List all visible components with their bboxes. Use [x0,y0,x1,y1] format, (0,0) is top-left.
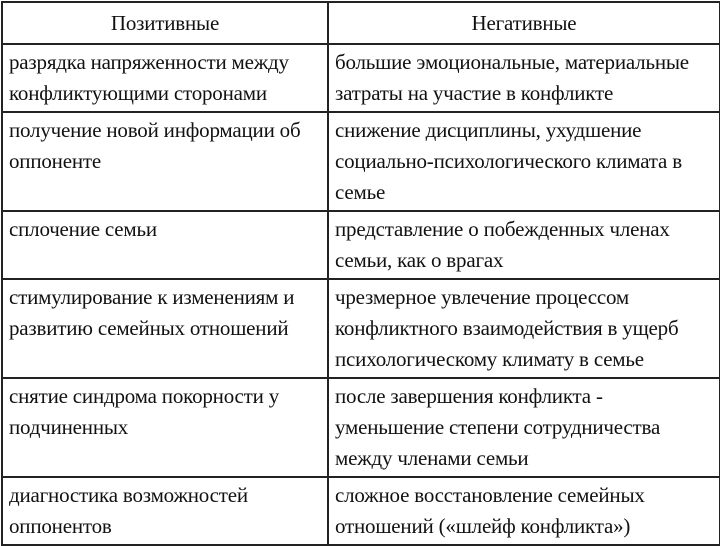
cell-positive: диагностика возможностей оппонентов [2,477,328,545]
table-row [2,211,720,279]
cell-negative: представление о побежденных членах семьи, как о врагах [328,211,720,279]
table-row [2,477,720,545]
table-header-row [2,2,720,44]
table-row [2,378,720,477]
cell-negative: после завершения конфликта - уменьшение степени сотрудничества между членами семьи [328,378,720,477]
cell-negative: сложное восстановление семейных отношений («шлейф конфликта») [328,477,720,545]
cell-positive: снятие синдрома покорности у подчиненных [2,378,328,477]
header-positive: Позитивные [2,2,328,44]
cell-negative: снижение дисциплины, ухудшение социально-психологического климата в семье [328,112,720,211]
cell-negative: чрезмерное увлечение процессом конфликтного взаимодействия в ущерб психологическому климату в семье [328,279,720,378]
cell-negative: большие эмоциональные, материальные затраты на участие в конфликте [328,44,720,112]
cell-positive: разрядка напряженности между конфликтующими сторонами [2,44,328,112]
cell-positive: стимулирование к изменениям и развитию семейных отношений [2,279,328,378]
cell-positive: сплочение семьи [2,211,328,279]
table-row [2,112,720,211]
cell-positive: получение новой информации об оппоненте [2,112,328,211]
header-negative: Негативные [328,2,720,44]
conflict-consequences-table [1,1,720,546]
table-row [2,44,720,112]
table-row [2,279,720,378]
